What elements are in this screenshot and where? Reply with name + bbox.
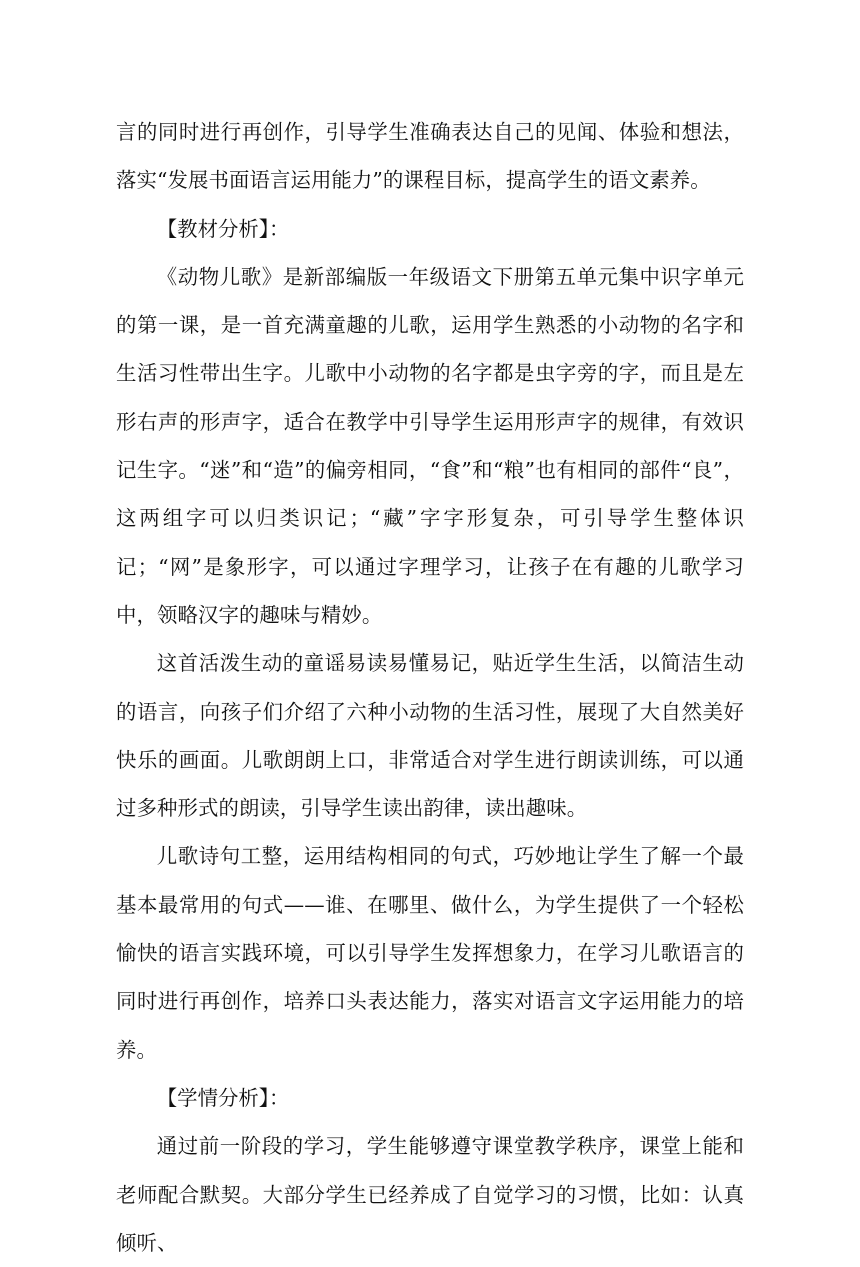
section-heading-student-analysis: 【学情分析】：	[156, 1085, 290, 1110]
document-body	[116, 108, 744, 1267]
section-heading-textbook-analysis: 【教材分析】：	[156, 216, 290, 241]
paragraph-continuation: 言的同时进行再创作，引导学生准确表达自己的见闻、体验和想法，落实“发展书面语言运用能力”的课程目标，提高学生的语文素养。	[116, 120, 744, 193]
paragraph-textbook-analysis-1: 《动物儿歌》是新部编版一年级语文下册第五单元集中识字单元的第一课，是一首充满童趣的儿歌，运用学生熟悉的小动物的名字和生活习性带出生字。儿歌中小动物的名字都是虫字旁的字，而且是左形右声的形声字，适合在教学中引导学生运用形声字的规律，有效识记生字。“迷”和“造”的偏旁相同，“食”和“粮”也有相同的部件“良”，这两组字可以归类识记；“藏”字字形复杂，可引导学生整体识记；“网”是象形字，可以通过字理学习，让孩子在有趣的儿歌学习中，领略汉字的趣味与精妙。	[116, 264, 744, 627]
paragraph-textbook-analysis-2: 这首活泼生动的童谣易读易懂易记，贴近学生生活，以简洁生动的语言，向孩子们介绍了六种小动物的生活习性，展现了大自然美好快乐的画面。儿歌朗朗上口，非常适合对学生进行朗读训练，可以通过多种形式的朗读，引导学生读出韵律，读出趣味。	[116, 651, 744, 821]
paragraph-textbook-analysis-3: 儿歌诗句工整，运用结构相同的句式，巧妙地让学生了解一个最基本最常用的句式——谁、在哪里、做什么，为学生提供了一个轻松愉快的语言实践环境，可以引导学生发挥想象力，在学习儿歌语言的同时进行再创作，培养口头表达能力，落实对语言文字运用能力的培养。	[116, 844, 744, 1062]
paragraph-student-analysis-1: 通过前一阶段的学习，学生能够遵守课堂教学秩序，课堂上能和老师配合默契。大部分学生已经养成了自觉学习的习惯，比如：认真倾听、	[116, 1134, 744, 1255]
